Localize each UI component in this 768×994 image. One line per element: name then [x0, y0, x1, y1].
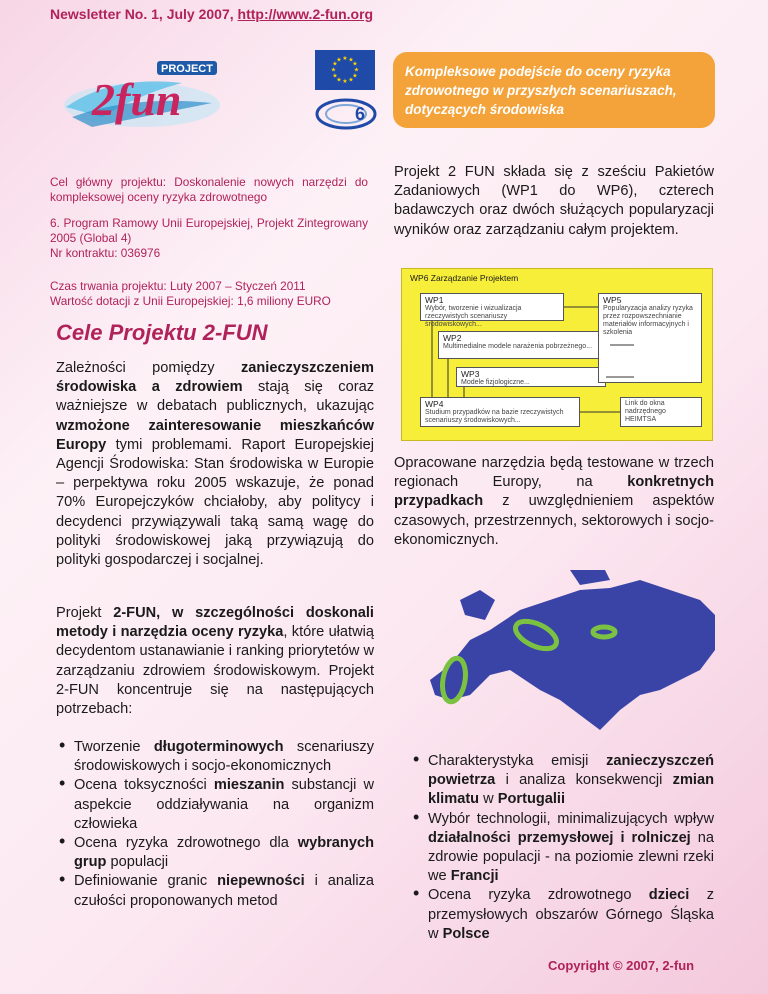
svg-text:★: ★	[332, 60, 338, 68]
svg-text:★: ★	[336, 56, 342, 64]
diagram-title: WP6 Zarządzanie Projektem	[410, 273, 519, 283]
wp1-box: WP1 Wybór, tworzenie i wizualizacja rzeczywistych scenariuszy środowiskowych...	[420, 293, 564, 321]
svg-text:★: ★	[342, 55, 348, 62]
testing-paragraph: Opracowane narzędzia będą testowane w trzech regionach Europy, na konkretnych przypadkach z uwzględnieniem aspektów czasowych, przestrzennych, sektorowych i socjo-ekonomicznych.	[394, 455, 714, 548]
list-item: • Ocena ryzyka zdrowotnego dzieci z przemysłowych obszarów Górnego Śląska w Polsce	[410, 886, 714, 944]
objectives-paragraph: Zależności pomiędzy zanieczyszczeniem środowiska a zdrowiem stają się coraz ważniejsze w debatach publicznych, ukazując wzmożone zainteresowanie mieszkańców Europy tymi problemami. Raport Europejskiej Agencji Środowiska: Stan środowiska w Europie – perpektywa roku 2005 wskazuje, że ponad 70% Europejczyków chciałoby, aby politycy i decydenci przywiązywali taką samą wagę do polityki środowiskowej jaką przywiązują do polityki gospodarczej i socjalnej.	[56, 360, 374, 569]
list-item: • Tworzenie długoterminowych scenariuszy środowiskowych i socjo-ekonomicznych	[56, 738, 374, 776]
work-packages-paragraph: Projekt 2 FUN składa się z sześciu Pakietów Zadaniowych (WP1 do WP6), czterech badawczych oraz dwóch służących popularyzacji wyników oraz zarządzaniu całym projektem.	[394, 164, 714, 238]
project-2fun-logo	[62, 55, 230, 135]
copyright-text: Copyright © 2007, 2-fun	[548, 958, 695, 973]
svg-text:★: ★	[330, 66, 337, 74]
svg-text:★: ★	[332, 72, 338, 80]
svg-text:★: ★	[352, 72, 358, 80]
eu-flag-icon	[315, 50, 375, 90]
case-studies-list	[410, 752, 714, 944]
svg-text:★: ★	[348, 76, 354, 84]
newsletter-header	[50, 6, 373, 22]
europe-map-icon	[430, 570, 715, 735]
list-item: • Definiowanie granic niepewności i analiza czułości proponowanych metod	[56, 872, 374, 910]
framework-program: 6. Program Ramowy Unii Europejskiej, Projekt Zintegrowany 2005 (Global 4) Nr kontraktu: 036976	[50, 216, 368, 260]
newsletter-issue: Newsletter No. 1, July 2007,	[50, 6, 234, 22]
section-title: Cele Projektu 2-FUN	[56, 320, 268, 345]
diagram-arrows	[402, 269, 714, 442]
list-item: • Charakterystyka emisji zanieczyszczeń powietrza i analiza konsekwencji zmian klimatu w Portugalii	[410, 752, 714, 810]
list-item: • Ocena ryzyka zdrowotnego dla wybranych grup populacji	[56, 834, 374, 872]
wp5-box: WP5 Popularyzacja analizy ryzyka przez rozpowszechnianie materiałów informacyjnych i szkolenia	[598, 293, 702, 383]
logo-main-text: 2fun	[92, 74, 182, 125]
needs-list	[56, 738, 374, 911]
fp6-logo-icon	[315, 96, 377, 132]
svg-text:★: ★	[348, 56, 354, 64]
heimtsa-link-box: Link do okna nadrzędnego HEIMTSA	[620, 397, 702, 427]
project-duration: Czas trwania projektu: Luty 2007 – Styczeń 2011 Wartość dotacji z Unii Europejskiej: 1,6 miliony EURO	[50, 279, 331, 308]
svg-text:6: 6	[355, 104, 366, 124]
website-link[interactable]: http://www.2-fun.org	[237, 6, 374, 22]
svg-text:★: ★	[336, 76, 342, 84]
work-packages-diagram	[401, 268, 713, 441]
wp2-box: WP2 Multimedialne modele narażenia pobrzeżnego...	[438, 331, 610, 359]
wp4-box: WP4 Studium przypadków na bazie rzeczywistych scenariuszy środowiskowych...	[420, 397, 580, 427]
methods-paragraph: Projekt 2-FUN, w szczególności doskonali metody i narzędzia oceny ryzyka, które ułatwią decydentom ustanawianie i ranking priorytetów w zarządzaniu zdrowiem środowiskowym. Projekt 2-FUN koncentruje się na następujących potrzebach:	[56, 605, 374, 718]
logo-project-text: PROJECT	[161, 63, 213, 75]
svg-text:★: ★	[342, 78, 348, 85]
project-goal: Cel główny projektu: Doskonalenie nowych narzędzi do kompleksowej oceny ryzyka zdrowotnego	[50, 175, 368, 204]
list-item: • Ocena toksyczności mieszanin substancji w aspekcie oddziaływania na organizm człowieka	[56, 776, 374, 834]
wp3-box: WP3 Modele fizjologiczne...	[456, 367, 606, 387]
project-info-box	[50, 175, 368, 320]
project-tagline-banner: Kompleksowe podejście do oceny ryzyka zdrowotnego w przyszłych scenariuszach, dotyczących środowiska	[393, 52, 715, 128]
svg-text:★: ★	[353, 66, 360, 74]
list-item: • Wybór technologii, minimalizujących wpływ działalności przemysłowej i rolniczej na zdrowie populacji - na poziomie zlewni rzeki we Francji	[410, 810, 714, 887]
svg-text:★: ★	[352, 60, 358, 68]
